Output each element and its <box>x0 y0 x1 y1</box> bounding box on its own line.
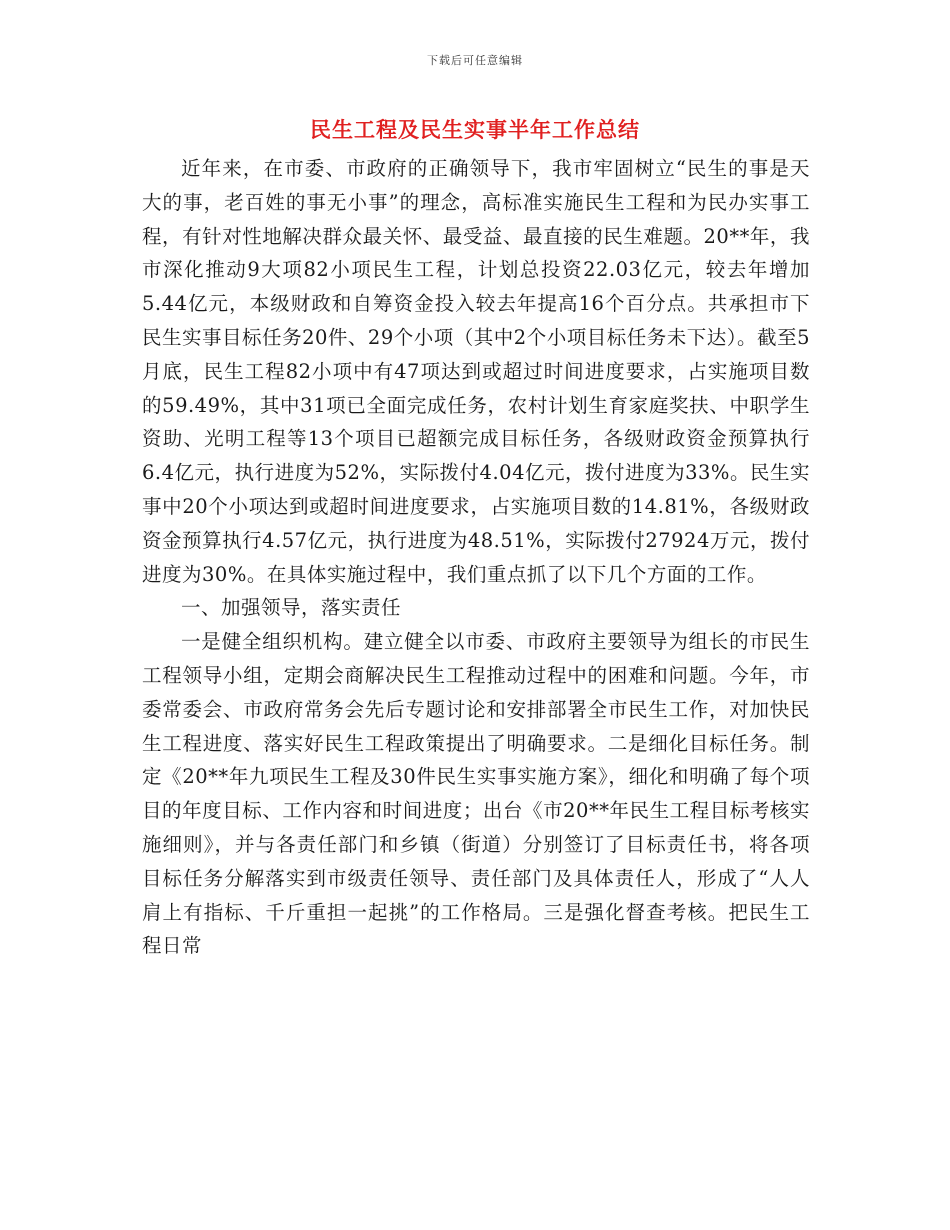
header-note: 下载后可任意编辑 <box>427 54 523 67</box>
paragraph-intro: 近年来，在市委、市政府的正确领导下，我市牢固树立“民生的事是天大的事，老百姓的事无小事”的理念，高标准实施民生工程和为民办实事工程，有针对性地解决群众最关怀、最受益、最直接的民生难题。20**年，我市深化推动9大项82小项民生工程，计划总投资22.03亿元，较去年增加5.44亿元，本级财政和自筹资金投入较去年提高16个百分点。共承担市下民生实事目标任务20件、29个小项（其中2个小项目标任务未下达）。截至5月底，民生工程82小项中有47项达到或超过时间进度要求，占实施项目数的59.49%，其中31项已全面完成任务，农村计划生育家庭奖扶、中职学生资助、光明工程等13个项目已超额完成目标任务，各级财政资金预算执行6.4亿元，执行进度为52%，实际拨付4.04亿元，拨付进度为33%。民生实事中20个小项达到或超时间进度要求，占实施项目数的14.81%，各级财政资金预算执行4.57亿元，执行进度为48.51%，实际拨付27924万元，拨付进度为30%。在具体实施过程中，我们重点抓了以下几个方面的工作。 <box>142 157 810 586</box>
section-heading-1: 一、加强领导，落实责任 <box>181 596 402 620</box>
paragraph-section-1: 一是健全组织机构。建立健全以市委、市政府主要领导为组长的市民生工程领导小组，定期会商解决民生工程推动过程中的困难和问题。今年，市委常委会、市政府常务会先后专题讨论和安排部署全市民生工作，对加快民生工程进度、落实好民生工程政策提出了明确要求。二是细化目标任务。制定《20**年九项民生工程及30件民生实事实施方案》，细化和明确了每个项目的年度目标、工作内容和时间进度；出台《市20**年民生工程目标考核实施细则》，并与各责任部门和乡镇（街道）分别签订了目标责任书，将各项目标任务分解落实到市级责任领导、责任部门及具体责任人，形成了“人人肩上有指标、千斤重担一起挑”的工作格局。三是强化督查考核。把民生工程日常 <box>142 630 810 958</box>
document-title: 民生工程及民生实事半年工作总结 <box>310 117 640 142</box>
document-body <box>142 152 810 963</box>
